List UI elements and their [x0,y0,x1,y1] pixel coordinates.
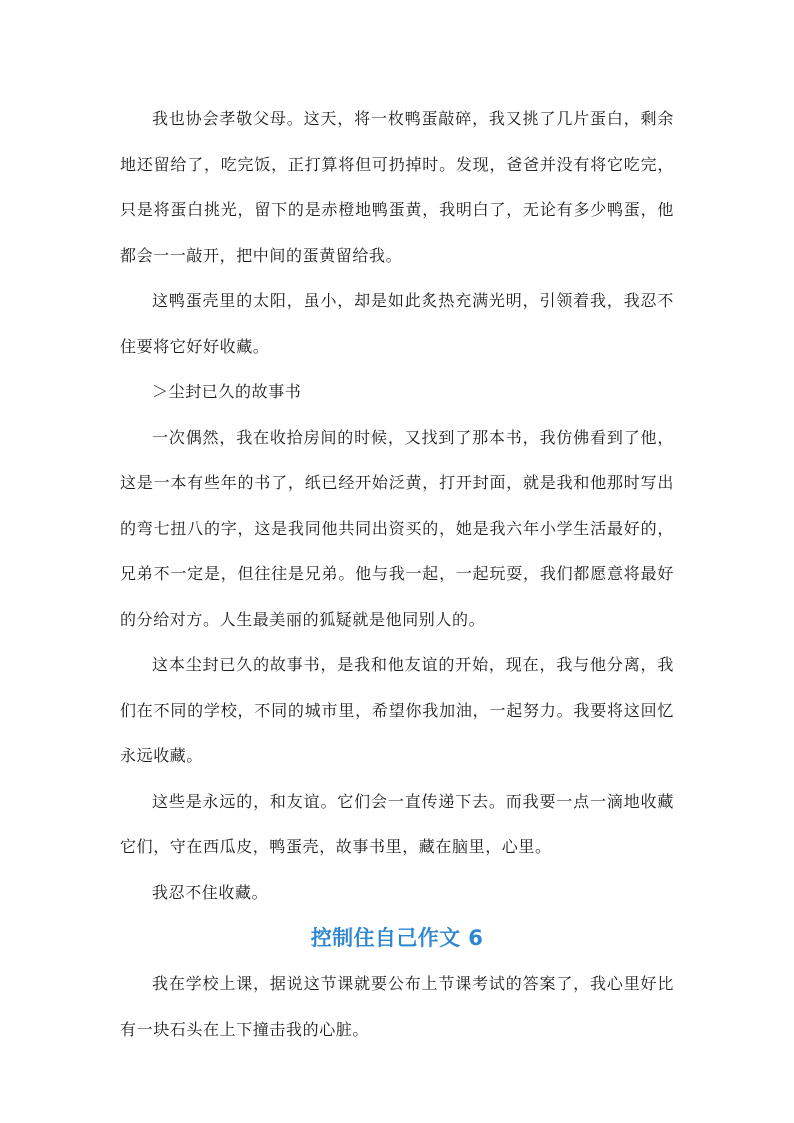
essay-title-heading: 控制住自己作文 6 [310,926,484,950]
paragraph-class-answers: 我在学校上课，据说这节课就要公布上节课考试的答案了，我心里好比有一块石头在上下撞击我的心脏。 [120,974,674,1039]
paragraph-duck-egg-sun: 这鸭蛋壳里的太阳，虽小，却是如此炙热充满光明，引领着我，我忍不住要将它好好收藏。 [120,291,674,356]
paragraph-storybook-friendship: 这本尘封已久的故事书，是我和他友谊的开始，现在，我与他分离，我们在不同的学校，不同的城市里，希望你我加油，一起努力。我要将这回忆永远收藏。 [120,655,674,765]
paragraph-duck-egg: 我也协会孝敬父母。这天，将一枚鸭蛋敲碎，我又挑了几片蛋白，剩余地还留给了，吃完饭，正打算将但可扔掉时。发现，爸爸并没有将它吃完，只是将蛋白挑光，留下的是赤橙地鸭蛋黄，我明白了，无论有多少鸭蛋，他都会一一敲开，把中间的蛋黄留给我。 [120,109,674,265]
document-body [120,96,674,1052]
paragraph-storybook-found: 一次偶然，我在收拾房间的时候，又找到了那本书，我仿佛看到了他，这是一本有些年的书了，纸已经开始泛黄，打开封面，就是我和他那时写出的弯七扭八的字，这是我同他共同出资买的，她是我六年小学生活最好的，兄弟不一定是，但往往是兄弟。他与我一起，一起玩耍，我们都愿意将最好的分给对方。人生最美丽的狐疑就是他同别人的。 [120,427,674,629]
subheading-storybook: ＞尘封已久的故事书 [152,382,302,401]
paragraph-collect: 我忍不住收藏。 [152,882,269,902]
paragraph-forever: 这些是永远的，和友谊。它们会一直传递下去。而我要一点一滴地收藏它们，守在西瓜皮，鸭蛋壳，故事书里，藏在脑里，心里。 [120,791,674,856]
